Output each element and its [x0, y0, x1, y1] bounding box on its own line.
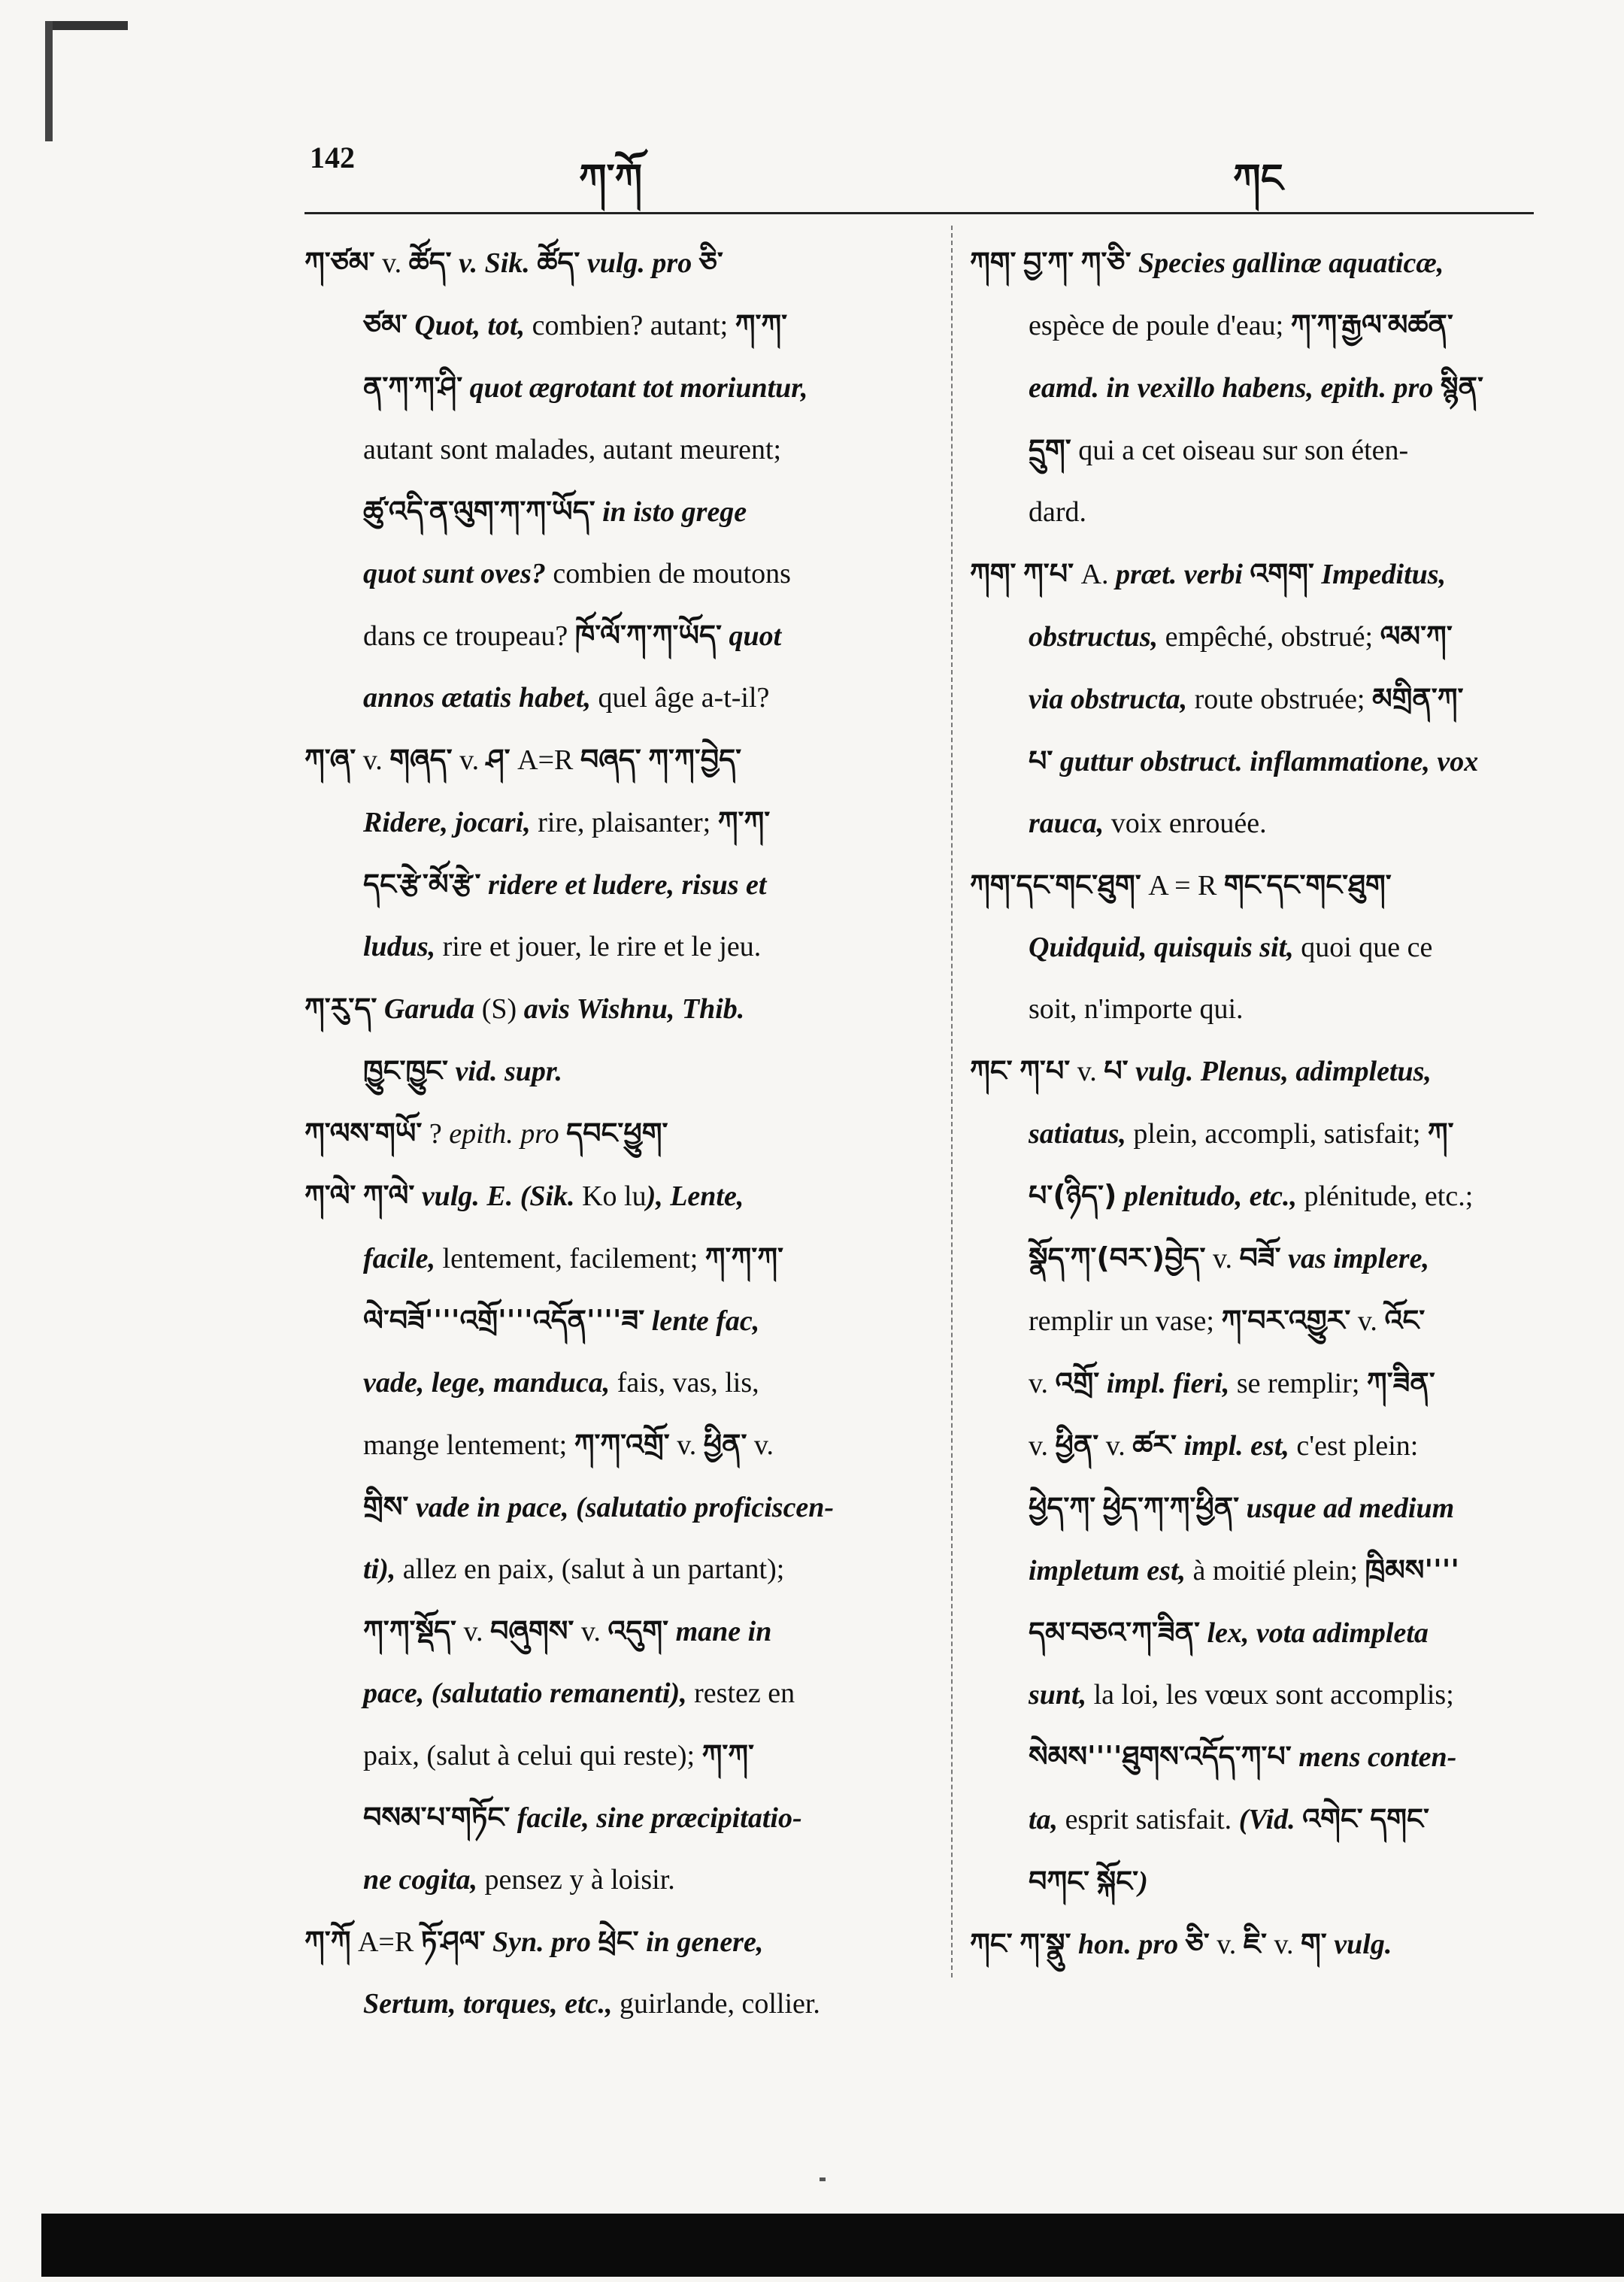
- entry-headline: [304, 1165, 929, 1227]
- gloss-text: se remplir;: [1229, 1368, 1367, 1399]
- entry-line: [970, 1664, 1564, 1726]
- entry-line: [304, 1414, 929, 1476]
- gloss-text: præt. verbi: [1116, 559, 1250, 590]
- gloss-text: v.: [456, 1616, 491, 1647]
- entry-line: [304, 1787, 929, 1849]
- gloss-text: Species gallinæ aquaticæ,: [1131, 247, 1444, 279]
- gloss-text: satiatus,: [1029, 1118, 1126, 1150]
- tibetan-term: སྐོང་: [1096, 1865, 1139, 1898]
- tibetan-term: ཕྱིན་: [1055, 1429, 1099, 1462]
- tibetan-term: ཀ་པ་: [1020, 1054, 1071, 1087]
- gloss-text: paix, (salut à celui qui reste);: [363, 1740, 702, 1771]
- tibetan-term: ཁྱུང་ཁྱུང་: [363, 1054, 449, 1087]
- gloss-text: autant sont malades, autant meurent;: [363, 434, 782, 465]
- gloss-text: pensez y à loisir.: [477, 1864, 675, 1896]
- gloss-text: v. Sik.: [451, 247, 538, 279]
- gloss-text: rire et jouer, le rire et le jeu.: [435, 931, 762, 962]
- gloss-text: quoi que ce: [1293, 932, 1433, 963]
- tibetan-term: སྣོད་ཀ་(བར་)བྱེད་: [1029, 1241, 1206, 1274]
- gloss-text: v.: [1070, 1056, 1104, 1087]
- gloss-text: [1095, 1493, 1103, 1524]
- gloss-text: ti),: [363, 1553, 396, 1585]
- gloss-text: rauca,: [1029, 808, 1104, 839]
- gloss-text: in isto grege: [595, 496, 747, 528]
- entry-line: [304, 1289, 929, 1352]
- entry-line: [970, 1352, 1564, 1414]
- entry-headline: [304, 977, 929, 1040]
- tibetan-term: ཀ་ཞ་: [304, 743, 356, 776]
- tibetan-term: དགང་: [1370, 1802, 1429, 1835]
- entry-headline: [304, 232, 929, 294]
- entry-line: [304, 1538, 929, 1600]
- gloss-text: la loi, les vœux sont accomplis;: [1086, 1679, 1454, 1711]
- gloss-text: sunt,: [1029, 1679, 1087, 1711]
- page-number: 142: [310, 141, 355, 174]
- tibetan-term: ལམ་ཀ་: [1380, 620, 1453, 653]
- tibetan-term: ཚར་: [1132, 1429, 1177, 1462]
- tibetan-term: ཀང་: [970, 1927, 1013, 1960]
- gloss-text: [1363, 1804, 1371, 1835]
- gloss-text: [1013, 1056, 1020, 1087]
- gloss-text: Syn. pro: [485, 1926, 598, 1958]
- tibetan-term: ཀ་ཙམ་: [304, 246, 375, 279]
- gloss-text: ta,: [1029, 1804, 1059, 1835]
- tibetan-term: ཀག་: [970, 557, 1017, 590]
- tibetan-term: འདུག་: [607, 1614, 669, 1647]
- gloss-text: Garuda: [377, 993, 475, 1025]
- gloss-text: [1089, 1866, 1097, 1898]
- tibetan-term: ཀ་ཀ་ཀ་: [704, 1241, 783, 1274]
- gloss-text: A=R: [510, 744, 580, 776]
- gloss-text: annos ætatis habet,: [363, 682, 592, 714]
- gloss-text: v.: [374, 247, 409, 279]
- gloss-text: v.: [669, 1429, 704, 1461]
- entry-line: [970, 1602, 1564, 1664]
- tibetan-term: སྙིན་: [1440, 371, 1483, 404]
- tibetan-term: བཞུགས་: [490, 1614, 574, 1647]
- tibetan-term: འགག་: [1250, 557, 1314, 590]
- gloss-text: Ko lu: [574, 1180, 647, 1212]
- gloss-text: quot: [721, 620, 782, 652]
- entry-line: [304, 1040, 929, 1102]
- gloss-text: [1074, 247, 1081, 279]
- tibetan-term: ཀ་རུ་ད་: [304, 992, 377, 1025]
- gloss-text: voix enrouée.: [1104, 808, 1267, 839]
- gloss-text: vulg. E. (Sik.: [414, 1180, 575, 1212]
- tibetan-term: པ་: [1029, 744, 1053, 777]
- gloss-text: c'est plein:: [1289, 1430, 1419, 1462]
- tibetan-term: ཚོད་: [408, 246, 452, 279]
- entry-line: [970, 294, 1564, 356]
- entry-headline: [970, 854, 1564, 917]
- tibetan-term: ཀ་ཀ་རྒྱལ་མཚན་: [1290, 308, 1453, 341]
- entry-headline: [970, 543, 1564, 605]
- tibetan-term: བསམ་པ་གཏོང་: [363, 1801, 511, 1834]
- tibetan-term: སེམས''''ཐུགས་འདོད་ཀ་པ་: [1029, 1740, 1292, 1773]
- gloss-text: ): [1138, 1866, 1148, 1898]
- gloss-text: v.: [1029, 1368, 1056, 1399]
- gloss-text: ), Lente,: [646, 1180, 744, 1212]
- gloss-text: mens conten-: [1291, 1741, 1457, 1773]
- tibetan-term: ཀ་ཀ་: [717, 805, 771, 838]
- gloss-text: lex, vota adimpleta: [1199, 1617, 1429, 1649]
- tibetan-term: ཀ་ཅི་: [1080, 246, 1132, 279]
- gloss-text: v.: [1266, 1929, 1301, 1960]
- tibetan-term: ཀ་ཀོ: [304, 1925, 351, 1958]
- tibetan-term: གཞད་: [389, 743, 453, 776]
- tibetan-term: བཟོ་: [1239, 1241, 1281, 1274]
- entry-line: [970, 1289, 1564, 1352]
- entry-line: [304, 294, 929, 356]
- tibetan-term: ཀག་དང་གང་ཐུག་: [970, 868, 1141, 902]
- gloss-text: [641, 744, 649, 776]
- entry-line: [970, 419, 1564, 481]
- gloss-text: impl. est,: [1177, 1430, 1289, 1462]
- gloss-text: [1013, 1929, 1020, 1960]
- gloss-text: qui a cet oiseau sur son éten-: [1071, 435, 1409, 466]
- entry-line: [304, 605, 929, 667]
- entry-headline: [304, 1911, 929, 1973]
- tibetan-term: དབང་ཕྱུག་: [566, 1117, 668, 1150]
- gloss-text: combien de moutons: [545, 558, 791, 589]
- gloss-text: v.: [1098, 1430, 1133, 1462]
- gloss-text: vas implere,: [1280, 1243, 1429, 1274]
- gloss-text: impl. fieri,: [1099, 1368, 1230, 1399]
- gloss-text: pace, (salutatio remanenti),: [363, 1677, 687, 1709]
- tibetan-term: ཁྲིམས'''': [1365, 1553, 1459, 1586]
- tibetan-term: ཕྱེད་ཀ་ཀ་ཕྱིན་: [1102, 1491, 1240, 1524]
- gloss-text: vade, lege, manduca,: [363, 1367, 611, 1399]
- entry-line: [970, 978, 1564, 1040]
- entry-line: [304, 1476, 929, 1538]
- gloss-text: Ridere, jocari,: [363, 807, 531, 838]
- tibetan-term: དང་རྩེ་མོ་རྩེ་: [363, 868, 481, 901]
- tibetan-term: ཀ་ལས་གཡོ་: [304, 1117, 423, 1150]
- entry-line: [304, 1724, 929, 1787]
- tibetan-term: འགེང་: [1302, 1802, 1363, 1835]
- tibetan-term: ཀ་སྣུ་: [1020, 1927, 1071, 1960]
- entry-line: [970, 1414, 1564, 1477]
- tibetan-term: ན་ཀ་ཀ་ཤི་: [363, 371, 463, 404]
- tibetan-term: བཀང་: [1029, 1865, 1090, 1898]
- entry-line: [304, 1662, 929, 1724]
- gloss-text: Quidquid, quisquis sit,: [1029, 932, 1294, 963]
- entry-line: [970, 1539, 1564, 1602]
- gloss-text: vid. supr.: [448, 1056, 563, 1087]
- gloss-text: mange lentement;: [363, 1429, 574, 1461]
- gloss-text: plein, accompli, satisfait;: [1126, 1118, 1428, 1150]
- tibetan-term: ཁོ་ལོ་ཀ་ཀ་ཡོད་: [574, 619, 722, 652]
- gloss-text: vulg.: [1326, 1929, 1392, 1960]
- scan-speck: [820, 2177, 826, 2181]
- gloss-text: Quot, tot,: [407, 310, 526, 341]
- gloss-text: ridere et ludere, risus et: [480, 869, 767, 901]
- entry-line: [304, 1352, 929, 1414]
- gloss-text: route obstruée;: [1187, 683, 1372, 715]
- tibetan-term: ཚུ་འདི་ན་ལུག་ཀ་ཀ་ཡོད་: [363, 495, 595, 528]
- gloss-text: (S): [474, 993, 524, 1025]
- tibetan-term: ཀ་པ་: [1023, 557, 1074, 590]
- gloss-text: vade in pace, (salutatio proficiscen-: [408, 1492, 835, 1523]
- gloss-text: vulg. Plenus, adimpletus,: [1128, 1056, 1432, 1087]
- gloss-text: restez en: [686, 1677, 795, 1709]
- gloss-text: Impeditus,: [1313, 559, 1447, 590]
- tibetan-term: དྲུག་: [1029, 433, 1071, 466]
- gloss-text: v.: [452, 744, 486, 776]
- gloss-text: vulg. pro: [580, 247, 699, 279]
- entry-headline: [970, 1040, 1564, 1102]
- tibetan-term: ཀ་ལེ་: [304, 1179, 356, 1212]
- corner-crop-mark: [45, 21, 128, 30]
- gloss-text: mane in: [668, 1616, 772, 1647]
- entry-line: [304, 1227, 929, 1289]
- gloss-text: empêché, obstrué;: [1158, 621, 1380, 653]
- gloss-text: ?: [422, 1118, 450, 1150]
- gloss-text: guttur obstruct. inflammatione, vox: [1053, 746, 1479, 777]
- gloss-text: soit, n'importe qui.: [1029, 993, 1244, 1025]
- gloss-text: quot sunt oves?: [363, 558, 546, 589]
- gloss-text: [1016, 247, 1023, 279]
- column-divider: [951, 226, 953, 1977]
- entry-headline: [304, 1102, 929, 1165]
- entry-line: [304, 916, 929, 977]
- entry-line: [970, 792, 1564, 854]
- entry-line: [970, 1477, 1564, 1539]
- entry-line: [970, 356, 1564, 419]
- gloss-text: dard.: [1029, 496, 1087, 528]
- entry-line: [970, 1726, 1564, 1788]
- tibetan-term: ཀ་བར་འགྱུར་: [1221, 1304, 1351, 1337]
- gloss-text: rire, plaisanter;: [530, 807, 718, 838]
- entry-line: [304, 419, 929, 480]
- gloss-text: quot ægrotant tot moriuntur,: [462, 372, 808, 404]
- gloss-text: esprit satisfait.: [1058, 1804, 1239, 1835]
- running-head-left: ཀ་ཀོ: [579, 156, 643, 202]
- gloss-text: A.: [1074, 559, 1116, 590]
- gloss-text: avis Wishnu, Thib.: [523, 993, 745, 1025]
- scan-bottom-edge: [41, 2214, 1624, 2277]
- gloss-text: obstructus,: [1029, 621, 1159, 653]
- gloss-text: v.: [574, 1616, 608, 1647]
- tibetan-term: ཀ་ཀ་སྡོད་: [363, 1614, 456, 1647]
- tibetan-term: ཇི་: [1243, 1927, 1267, 1960]
- entry-headline: [970, 1913, 1564, 1975]
- gloss-text: à moitié plein;: [1186, 1555, 1365, 1586]
- entry-line: [304, 667, 929, 729]
- gloss-text: A=R: [350, 1926, 421, 1958]
- entry-headline: [970, 232, 1564, 294]
- tibetan-term: ཚོད་: [537, 246, 580, 279]
- tibetan-term: པ་: [1104, 1054, 1129, 1087]
- running-head-right: ཀང: [1233, 156, 1283, 202]
- entry-line: [970, 917, 1564, 978]
- gloss-text: v.: [1209, 1929, 1244, 1960]
- entry-line: [304, 1973, 929, 2035]
- tibetan-term: གྲིས་: [363, 1490, 409, 1523]
- tibetan-term: པ་(ཉིད་): [1029, 1179, 1117, 1212]
- gloss-text: allez en paix, (salut à un partant);: [395, 1553, 785, 1585]
- entry-line: [970, 1850, 1564, 1913]
- tibetan-term: ཀ་ལེ་: [362, 1179, 415, 1212]
- gloss-text: hon. pro: [1071, 1929, 1186, 1960]
- gloss-text: [356, 1180, 363, 1212]
- gloss-text: A = R: [1141, 870, 1224, 902]
- gloss-text: lente fac,: [644, 1305, 760, 1337]
- entry-line: [970, 605, 1564, 668]
- entry-line: [970, 481, 1564, 543]
- tibetan-term: ཕྱེད་ཀ་: [1029, 1491, 1096, 1524]
- gloss-text: espèce de poule d'eau;: [1029, 310, 1291, 341]
- tibetan-term: ཅི་: [1185, 1927, 1210, 1960]
- tibetan-term: ཀ་ཀ་: [735, 308, 788, 341]
- tibetan-term: ཀང་: [970, 1054, 1013, 1087]
- entry-line: [970, 1227, 1564, 1289]
- gloss-text: guirlande, collier.: [612, 1988, 820, 2020]
- tibetan-term: ཅི་: [698, 246, 723, 279]
- tibetan-term: ཀག་: [970, 246, 1017, 279]
- gloss-text: dans ce troupeau?: [363, 620, 575, 652]
- gloss-text: ne cogita,: [363, 1864, 477, 1896]
- gloss-text: lentement, facilement;: [435, 1243, 705, 1274]
- tibetan-term: ག་: [1301, 1927, 1327, 1960]
- tibetan-term: ཀ་: [1427, 1117, 1454, 1150]
- tibetan-term: འགྲོ་: [1055, 1366, 1100, 1399]
- tibetan-term: ཏོ་ཤལ་: [420, 1925, 486, 1958]
- gloss-text: plénitude, etc.;: [1297, 1180, 1474, 1212]
- tibetan-term: ཕྱིན་: [703, 1428, 747, 1461]
- gloss-text: facile, sine præcipitatio-: [510, 1802, 802, 1834]
- gloss-text: quel âge a-t-il?: [591, 682, 770, 714]
- gloss-text: plenitudo, etc.,: [1116, 1180, 1297, 1212]
- gloss-text: v.: [1350, 1305, 1385, 1337]
- gloss-text: remplir un vase;: [1029, 1305, 1222, 1337]
- gloss-text: v.: [747, 1429, 774, 1461]
- tibetan-term: བྱ་ཀ་: [1023, 246, 1074, 279]
- entry-headline: [304, 729, 929, 791]
- gloss-text: v.: [1205, 1243, 1240, 1274]
- tibetan-term: གང་དང་གང་ཐུག་: [1223, 868, 1392, 902]
- gloss-text: v.: [356, 744, 390, 776]
- tibetan-term: ཕྲེང་: [598, 1925, 639, 1958]
- gloss-text: epith. pro: [449, 1118, 567, 1150]
- right-column: [970, 232, 1564, 1975]
- entry-line: [304, 1600, 929, 1662]
- entry-line: [304, 356, 929, 419]
- gloss-text: Sertum, torques, etc.,: [363, 1988, 613, 2020]
- entry-line: [304, 543, 929, 605]
- tibetan-term: ཀ་ཀ་བྱེད་: [648, 743, 742, 776]
- entry-line: [304, 853, 929, 916]
- gloss-text: [1016, 559, 1023, 590]
- tibetan-term: བཞད་: [580, 743, 641, 776]
- tibetan-term: ཙམ་: [363, 308, 408, 341]
- tibetan-term: དམ་བཅའ་ཀ་ཟིན་: [1029, 1616, 1200, 1649]
- entry-line: [970, 1165, 1564, 1227]
- left-column: [304, 232, 929, 2035]
- corner-crop-mark-vertical: [45, 21, 53, 141]
- gloss-text: facile,: [363, 1243, 436, 1274]
- gloss-text: impletum est,: [1029, 1555, 1186, 1586]
- header-rule: [304, 212, 1534, 214]
- entry-line: [304, 791, 929, 853]
- gloss-text: eamd. in vexillo habens, epith. pro: [1029, 372, 1441, 404]
- tibetan-term: མགྲིན་ཀ་: [1372, 682, 1464, 715]
- tibetan-term: འོང་: [1384, 1304, 1426, 1337]
- gloss-text: fais, vas, lis,: [610, 1367, 759, 1399]
- entry-line: [970, 668, 1564, 730]
- tibetan-term: ཤ་: [486, 743, 511, 776]
- tibetan-term: ལེ་བཟོ''''འགྲོ''''འདོན''''ཟ་: [363, 1304, 645, 1337]
- gloss-text: ludus,: [363, 931, 436, 962]
- gloss-text: combien? autant;: [525, 310, 735, 341]
- gloss-text: (Vid.: [1238, 1804, 1303, 1835]
- gloss-text: via obstructa,: [1029, 683, 1188, 715]
- entry-line: [970, 1102, 1564, 1165]
- entry-line: [970, 730, 1564, 792]
- gloss-text: v.: [1029, 1430, 1056, 1462]
- tibetan-term: ཀ་ཀ་འགྲོ་: [574, 1428, 670, 1461]
- entry-line: [970, 1788, 1564, 1850]
- gloss-text: in genere,: [638, 1926, 764, 1958]
- tibetan-term: ཀ་ཟིན་: [1366, 1366, 1435, 1399]
- entry-line: [304, 480, 929, 543]
- tibetan-term: ཀ་ཀ་: [701, 1738, 755, 1771]
- entry-line: [304, 1849, 929, 1911]
- gloss-text: usque ad medium: [1239, 1493, 1455, 1524]
